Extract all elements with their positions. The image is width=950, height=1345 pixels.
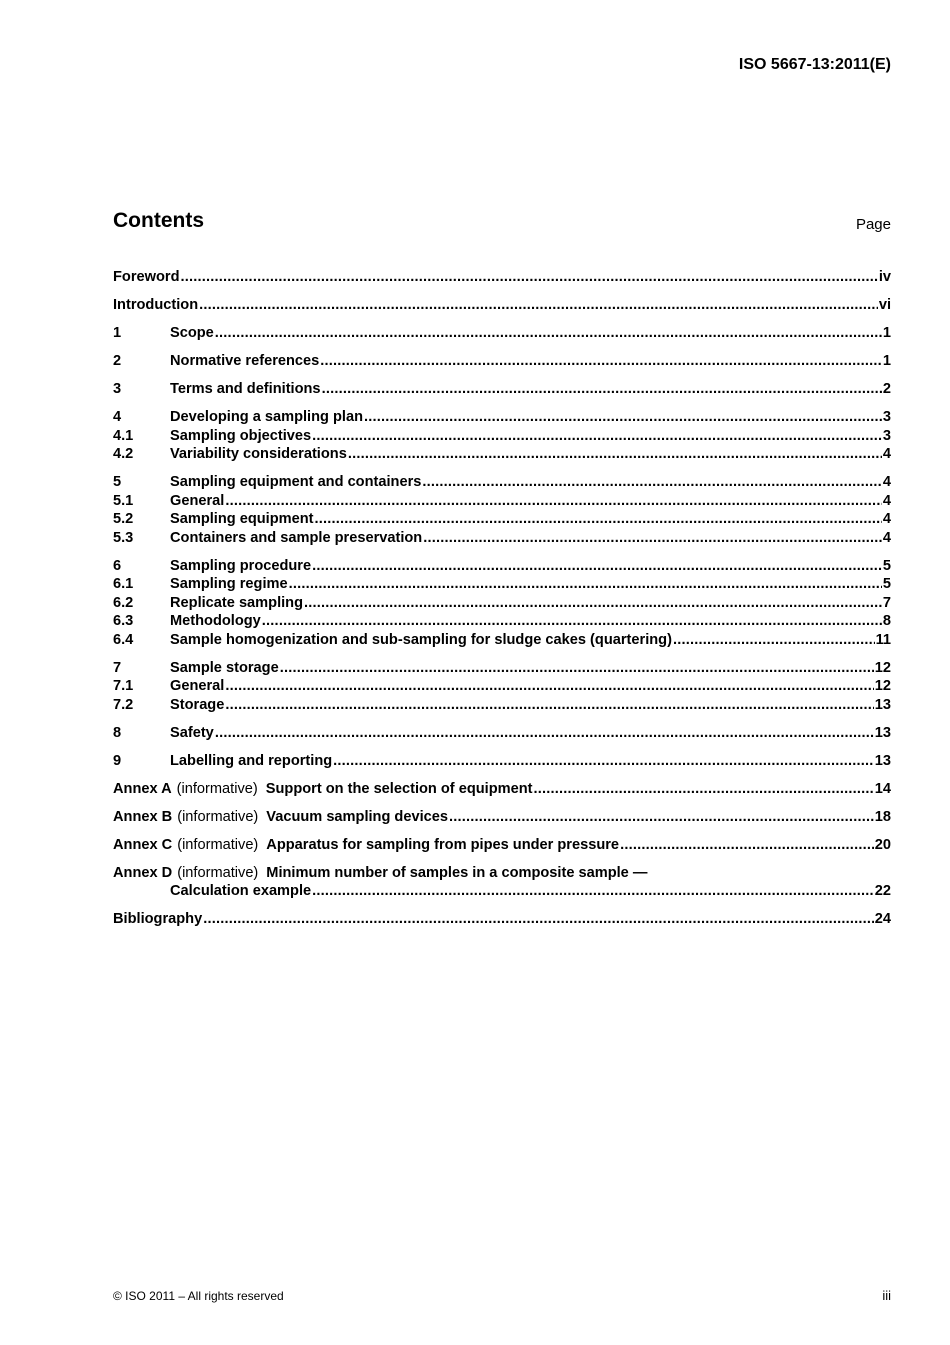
toc-entry-title: Containers and sample preservation — [170, 529, 423, 546]
toc-entry-number: 6 — [113, 557, 122, 574]
toc-entry-title: Sampling equipment — [170, 511, 314, 527]
toc-group — [113, 268, 891, 287]
toc-entry-title-continued: Calculation example — [170, 883, 312, 899]
dot-leader — [364, 408, 882, 427]
toc-entry-page: 22 — [874, 883, 891, 899]
toc-entry-page: 3 — [882, 409, 891, 425]
dot-leader — [280, 659, 874, 678]
toc-entry-number: 4.2 — [113, 446, 134, 462]
toc-group — [113, 324, 891, 343]
dot-leader — [203, 910, 874, 929]
toc-entry-title: Scope — [170, 325, 214, 341]
toc-entry-number: 6.3 — [113, 613, 134, 629]
toc-entry-number: 5.3 — [113, 529, 134, 546]
toc-annex-group — [113, 864, 891, 901]
toc-annex-group — [113, 780, 891, 799]
dot-leader — [422, 473, 882, 492]
toc-entry-title: Terms and definitions — [170, 381, 321, 397]
toc-group — [113, 659, 891, 715]
toc-entry-title: Apparatus for sampling from pipes under pressure — [266, 836, 620, 853]
toc-entry-page: 4 — [882, 474, 891, 490]
dot-leader — [348, 445, 882, 464]
toc-entry-page: 3 — [882, 427, 891, 444]
toc-entry-title: Normative references — [170, 353, 320, 369]
toc-entry-number: 4.1 — [113, 427, 134, 444]
dot-leader — [312, 882, 874, 901]
dot-leader — [320, 352, 882, 371]
toc-entry[interactable] — [113, 659, 891, 678]
toc-group — [113, 408, 891, 464]
toc-entry[interactable] — [113, 696, 891, 715]
dot-leader — [620, 836, 874, 855]
toc-entry-number: 7.2 — [113, 696, 134, 713]
annex-label: Annex C — [113, 836, 173, 853]
toc-entry[interactable] — [113, 510, 891, 529]
toc-entry-number: 6.1 — [113, 576, 134, 592]
dot-leader — [423, 529, 882, 548]
toc-entry-number: 5.1 — [113, 492, 134, 509]
toc-entry-title: Sampling objectives — [170, 427, 312, 444]
toc-entry[interactable] — [113, 268, 891, 287]
toc-entry[interactable] — [113, 557, 891, 576]
toc-entry[interactable] — [113, 296, 891, 315]
dot-leader — [215, 324, 882, 343]
annex-label: Annex D — [113, 864, 173, 881]
toc-entry[interactable] — [113, 612, 891, 631]
dot-leader — [333, 752, 874, 771]
toc-entry[interactable] — [113, 324, 891, 343]
toc-entry-title: Variability considerations — [170, 446, 347, 462]
toc-entry[interactable] — [113, 752, 891, 771]
annex-label: Annex B — [113, 808, 173, 825]
toc-entry-title: Methodology — [170, 613, 261, 629]
toc-entry-title: Sample storage — [170, 659, 279, 676]
toc-entry-number: 5 — [113, 474, 122, 490]
toc-entry-number: 1 — [113, 325, 122, 341]
toc-entry-title: Bibliography — [113, 911, 203, 927]
dot-leader — [312, 557, 882, 576]
toc-entry-page: 2 — [882, 381, 891, 397]
toc-entry-page: 4 — [882, 492, 891, 509]
toc-annex-entry[interactable] — [113, 864, 891, 883]
dot-leader — [315, 510, 882, 529]
toc-entry[interactable] — [113, 427, 891, 446]
dot-leader — [225, 492, 882, 511]
toc-entry-number: 3 — [113, 381, 122, 397]
toc-entry-page: 4 — [882, 529, 891, 546]
toc-annex-group — [113, 808, 891, 827]
toc-annex-entry[interactable] — [113, 780, 891, 799]
toc-entry[interactable] — [113, 529, 891, 548]
dot-leader — [225, 696, 873, 715]
toc-entry-page: 24 — [874, 911, 891, 927]
toc-entry[interactable] — [113, 352, 891, 371]
toc-entry-title: Labelling and reporting — [170, 752, 333, 769]
toc-entry-title: General — [170, 492, 225, 509]
footer-copyright: © ISO 2011 – All rights reserved — [113, 1289, 284, 1303]
toc-group — [113, 296, 891, 315]
toc-entry-page: 12 — [874, 678, 891, 694]
annex-informative: (informative) — [177, 836, 259, 853]
toc-entry-title: Storage — [170, 696, 225, 713]
toc-group — [113, 752, 891, 771]
dot-leader — [199, 296, 878, 315]
toc-entry-title: Support on the selection of equipment — [265, 780, 533, 797]
toc-entry-title: Sampling procedure — [170, 557, 312, 574]
toc-entry-title: Minimum number of samples in a composite sample — — [266, 864, 648, 881]
toc-entry-title: General — [170, 678, 225, 694]
dot-leader — [312, 427, 882, 446]
toc-entry-title: Sample homogenization and sub-sampling for sludge cakes (quartering) — [170, 631, 672, 648]
toc-entry-title: Replicate sampling — [170, 594, 304, 611]
toc-entry[interactable] — [113, 594, 891, 613]
toc-group — [113, 380, 891, 399]
toc-entry-title: Sampling regime — [170, 576, 288, 592]
toc-entry-page: iv — [878, 269, 891, 285]
toc-entry-number: 8 — [113, 724, 122, 741]
toc-entry-page: 11 — [875, 631, 891, 648]
dot-leader — [225, 677, 873, 696]
toc-entry-page: 18 — [874, 808, 891, 825]
toc-entry-number: 7.1 — [113, 678, 134, 694]
toc-annex-entry-continued[interactable] — [113, 882, 891, 901]
toc-entry-page: 4 — [882, 511, 891, 527]
toc-group — [113, 352, 891, 371]
toc-entry-number: 6.2 — [113, 594, 134, 611]
toc-entry[interactable] — [113, 575, 891, 594]
toc-entry-page: 20 — [874, 836, 891, 853]
toc-entry[interactable] — [113, 724, 891, 743]
toc-entry[interactable] — [113, 473, 891, 492]
dot-leader — [449, 808, 874, 827]
toc-entry-title: Vacuum sampling devices — [266, 808, 448, 825]
toc-entry-page: 13 — [874, 696, 891, 713]
toc-annex-entry[interactable] — [113, 808, 891, 827]
toc-entry[interactable] — [113, 910, 891, 929]
toc-annex-entry[interactable] — [113, 836, 891, 855]
dot-leader — [673, 631, 875, 650]
toc-entry-page: 5 — [882, 557, 891, 574]
toc-entry-number: 2 — [113, 353, 122, 369]
toc-entry-page: 14 — [874, 780, 891, 797]
toc-group — [113, 724, 891, 743]
toc-entry-page: vi — [878, 297, 891, 313]
dot-leader — [289, 575, 882, 594]
toc-entry-title: Sampling equipment and containers — [170, 474, 422, 490]
annex-informative: (informative) — [176, 780, 258, 797]
document-id: ISO 5667-13:2011(E) — [738, 56, 891, 73]
toc-entry-number: 4 — [113, 409, 122, 425]
toc-entry[interactable] — [113, 380, 891, 399]
toc-entry-number: 9 — [113, 752, 122, 769]
toc-entry-title: Introduction — [113, 297, 199, 313]
toc-group — [113, 557, 891, 650]
annex-informative: (informative) — [177, 808, 259, 825]
toc-group — [113, 910, 891, 929]
contents-heading: Contents — [113, 209, 204, 232]
toc-entry[interactable] — [113, 492, 891, 511]
dot-leader — [304, 594, 882, 613]
toc-entry-page: 5 — [882, 576, 891, 592]
toc-entry[interactable] — [113, 408, 891, 427]
toc-entry-title: Foreword — [113, 269, 180, 285]
toc-entry-title: Safety — [170, 724, 214, 741]
toc-entry-page: 12 — [874, 659, 891, 676]
dot-leader — [322, 380, 882, 399]
toc-entry[interactable] — [113, 677, 891, 696]
toc-entry-page: 8 — [882, 613, 891, 629]
dot-leader — [180, 268, 877, 287]
table-of-contents — [113, 268, 891, 938]
toc-entry-title: Developing a sampling plan — [170, 409, 363, 425]
annex-label: Annex A — [113, 780, 172, 797]
toc-group — [113, 473, 891, 547]
toc-entry-page: 1 — [882, 325, 891, 341]
toc-annex-group — [113, 836, 891, 855]
page-column-label: Page — [855, 216, 891, 233]
toc-entry[interactable] — [113, 631, 891, 650]
toc-entry-page: 1 — [882, 353, 891, 369]
annex-informative: (informative) — [177, 864, 259, 881]
toc-entry-number: 7 — [113, 659, 122, 676]
toc-entry-number: 6.4 — [113, 631, 134, 648]
toc-entry-page: 4 — [882, 446, 891, 462]
dot-leader — [215, 724, 874, 743]
dot-leader — [534, 780, 874, 799]
toc-entry-number: 5.2 — [113, 511, 134, 527]
toc-entry[interactable] — [113, 445, 891, 464]
toc-entry-page: 13 — [874, 724, 891, 741]
toc-entry-page: 7 — [882, 594, 891, 611]
toc-entry-page: 13 — [874, 752, 891, 769]
dot-leader — [262, 612, 882, 631]
footer-page-number: iii — [882, 1288, 891, 1303]
